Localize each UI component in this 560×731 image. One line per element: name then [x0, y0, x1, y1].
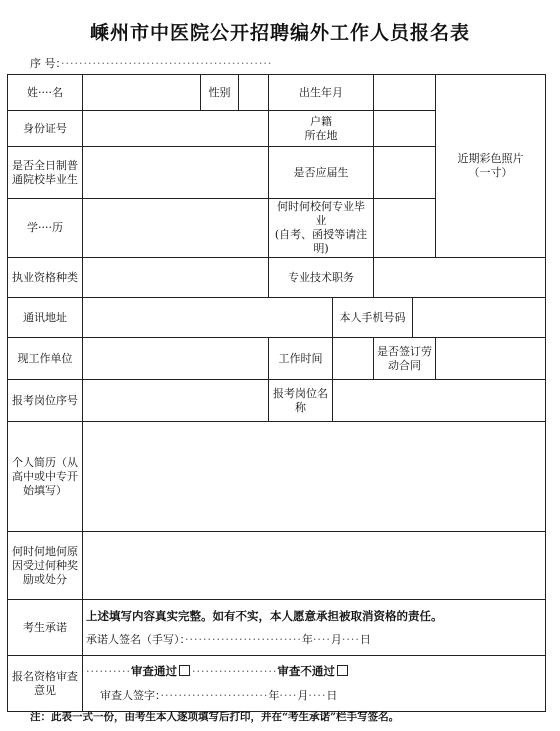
registration-form-table: [7, 74, 546, 712]
phone-value[interactable]: [413, 298, 546, 338]
note-suffix: 栏手写签名。: [336, 711, 400, 723]
birth-value[interactable]: [374, 75, 436, 111]
post-name-label: 报考岗位名称: [269, 380, 333, 422]
awards-label: 何时何地何原因受过何种奖励或处分: [8, 532, 83, 600]
work-unit-value[interactable]: [83, 338, 269, 380]
gender-value[interactable]: [239, 75, 269, 111]
review-fail-label: 审查不通过: [277, 664, 335, 678]
id-number-value[interactable]: [83, 111, 269, 147]
promise-sign-line[interactable]: ··························: [185, 632, 302, 646]
serial-dots: ···············································: [61, 57, 273, 70]
name-value[interactable]: [83, 75, 201, 111]
work-time-value[interactable]: [333, 338, 374, 380]
review-fail-checkbox[interactable]: [337, 665, 348, 676]
education-label: 学····历: [8, 199, 83, 258]
reviewer-sign-line[interactable]: ························: [160, 689, 269, 702]
fulltime-grad-value[interactable]: [83, 147, 269, 199]
phone-label: 本人手机号码: [333, 298, 413, 338]
qualification-value[interactable]: [83, 258, 269, 298]
hukou-line2: 所在地: [304, 128, 338, 142]
review-pass-checkbox[interactable]: [179, 665, 190, 676]
review-month: 月: [297, 689, 309, 702]
note-prefix: 注：此表一式一份，由考生本人逐项填写后打印，并在: [30, 711, 282, 723]
name-label: 姓····名: [8, 75, 83, 111]
photo-box[interactable]: [436, 75, 546, 258]
promise-label: 考生承诺: [8, 600, 83, 656]
review-day: 日: [326, 689, 338, 702]
promise-text: 上述填写内容真实完整。如有不实，本人愿意承担被取消资格的责任。: [86, 608, 443, 623]
review-pass-label: 审查通过: [130, 664, 177, 678]
photo-label: 近期彩色照片: [457, 152, 524, 165]
tech-post-label: 专业技术职务: [269, 258, 374, 298]
hukou-label: [269, 111, 374, 147]
promise-year: 年: [301, 632, 313, 646]
serial-label: 序 号：: [30, 57, 61, 70]
address-label: 通讯地址: [8, 298, 83, 338]
post-name-value[interactable]: [333, 380, 546, 422]
resume-value[interactable]: [83, 422, 546, 532]
promise-sign-label: 承诺人签名（手写）：: [86, 632, 185, 646]
promise-day: 日: [359, 632, 371, 646]
hukou-value[interactable]: [374, 111, 436, 147]
footnote: [30, 709, 399, 724]
hukou-line1: 户籍: [310, 114, 332, 128]
form-title: 嵊州市中医院公开招聘编外工作人员报名表: [89, 22, 470, 44]
contract-label: 是否签订劳动合同: [374, 338, 436, 380]
review-label: 报名资格审查意见: [8, 656, 83, 712]
school-major-line2: (自考、函授等请注明): [274, 228, 368, 255]
serial-number-field: [30, 55, 272, 71]
qualification-label: 执业资格种类: [8, 258, 83, 298]
note-quote: “考生承诺”: [282, 711, 337, 723]
reviewer-sign-label: 审查人签字：: [100, 689, 161, 702]
id-number-label: 身份证号: [8, 111, 83, 147]
work-time-label: 工作时间: [269, 338, 333, 380]
photo-size: （一寸）: [468, 166, 513, 179]
school-major-value[interactable]: [374, 199, 436, 258]
promise-cell: 上述填写内容真实完整。如有不实，本人愿意承担被取消资格的责任。 承诺人签名（手写）：··························年····月····日: [83, 600, 546, 656]
school-major-label: [269, 199, 374, 258]
contract-value[interactable]: [436, 338, 546, 380]
promise-month: 月: [330, 632, 342, 646]
post-seq-value[interactable]: [83, 380, 269, 422]
birth-label: 出生年月: [269, 75, 374, 111]
education-value[interactable]: [83, 199, 269, 258]
gender-label: 性别: [201, 75, 239, 111]
review-year: 年: [268, 689, 280, 702]
resume-label: 个人简历（从高中或中专开始填写）: [8, 422, 83, 532]
review-cell: ··········审查通过 ···················审查不通过 审查人签字：························年····月····日: [83, 656, 546, 712]
tech-post-value[interactable]: [374, 258, 546, 298]
school-major-line1: 何时何校何专业毕业: [277, 200, 365, 227]
awards-value[interactable]: [83, 532, 546, 600]
fulltime-grad-label: 是否全日制普通院校毕业生: [8, 147, 83, 199]
address-value[interactable]: [83, 298, 333, 338]
current-grad-value[interactable]: [374, 147, 436, 199]
current-grad-label: 是否应届生: [269, 147, 374, 199]
work-unit-label: 现工作单位: [8, 338, 83, 380]
post-seq-label: 报考岗位序号: [8, 380, 83, 422]
